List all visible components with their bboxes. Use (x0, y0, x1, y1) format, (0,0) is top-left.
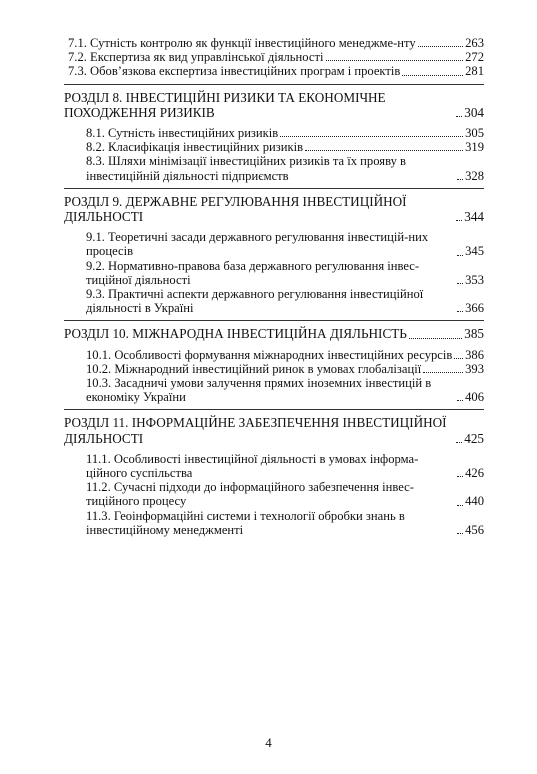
toc-entry-title: 9.3. Практичні аспекти державного регулювання інвестиційної діяльності в Україні (86, 287, 424, 316)
dot-leader (456, 442, 462, 443)
page-number: 4 (265, 735, 272, 750)
dot-leader (457, 400, 463, 401)
toc-subsection-entry (64, 259, 484, 287)
toc-page-number: 328 (465, 168, 484, 183)
toc-page-number: 304 (464, 104, 484, 120)
toc-subsection-entry (64, 50, 484, 64)
toc-page-number: 353 (465, 272, 484, 287)
dot-leader (305, 150, 463, 151)
toc-page-number: 440 (465, 494, 484, 509)
toc-page-number: 385 (464, 326, 484, 342)
toc-chapter-entry (64, 326, 484, 341)
toc-page-number: 425 (464, 430, 484, 446)
toc-entry-title: РОЗДІЛ 11. ІНФОРМАЦІЙНЕ ЗАБЕЗПЕЧЕННЯ ІНВЕСТИЦІЙНОЇ ДІЯЛЬНОСТІ (64, 415, 447, 446)
dot-leader (457, 533, 463, 534)
toc-entry-title: 8.1. Сутність інвестиційних ризиків (86, 126, 279, 141)
toc-page-number: 344 (464, 209, 484, 225)
toc-entry-title: РОЗДІЛ 9. ДЕРЖАВНЕ РЕГУЛЮВАННЯ ІНВЕСТИЦІЙНОЇ ДІЯЛЬНОСТІ (64, 193, 407, 225)
toc-page-number: 386 (465, 347, 484, 362)
toc-subsection-entry (64, 452, 484, 480)
toc-entry-title: 7.2. Експертиза як вид управлінської діяльності (68, 50, 324, 65)
toc-entry-title: 8.3. Шляхи мінімізації інвестиційних ризиків та їх прояву в інвестиційній діяльності підприємств (86, 154, 406, 183)
toc-entry-title: 7.3. Обов’язкова експертиза інвестиційних програм і проектів (68, 64, 401, 79)
dot-leader (423, 372, 463, 373)
section-divider (64, 409, 484, 410)
dot-leader (454, 358, 463, 359)
toc-entry-title: 9.2. Нормативно-правова база державного регулювання інвес-тиційної діяльності (86, 258, 420, 287)
toc-subsection-entry (64, 348, 484, 362)
toc-entry-title: 11.1. Особливості інвестиційної діяльності в умовах інформа-ційного суспільства (86, 451, 419, 481)
toc-chapter-entry (64, 415, 484, 445)
toc-subsection-entry (64, 230, 484, 258)
dot-leader (280, 136, 463, 137)
section-divider (64, 84, 484, 85)
dot-leader (326, 60, 464, 61)
toc-entry-title: 11.2. Сучасні підходи до інформаційного забезпечення інвес-тиційного процесу (86, 480, 414, 509)
section-divider (64, 320, 484, 321)
toc-chapter-entry (64, 194, 484, 224)
dot-leader (457, 179, 463, 180)
toc-page-number: 281 (465, 64, 484, 79)
dot-leader (456, 116, 462, 117)
toc-page-number: 456 (465, 522, 484, 537)
toc-page-number: 426 (465, 466, 484, 481)
toc-entry-title: РОЗДІЛ 8. ІНВЕСТИЦІЙНІ РИЗИКИ ТА ЕКОНОМІЧНЕ ПОХОДЖЕННЯ РИЗИКІВ (64, 89, 386, 120)
toc-entry-title: 7.1. Сутність контролю як функції інвестиційного менеджме-нту (68, 36, 416, 50)
dot-leader (457, 255, 463, 256)
toc-entry-title: 10.3. Засадничі умови залучення прямих іноземних інвестицій в економіку України (86, 376, 432, 405)
dot-leader (409, 338, 462, 339)
toc-subsection-entry (64, 287, 484, 315)
table-of-contents (64, 36, 484, 537)
toc-subsection-entry (64, 480, 484, 508)
dot-leader (456, 220, 462, 221)
dot-leader (418, 46, 463, 47)
dot-leader (457, 505, 463, 506)
toc-page-number: 305 (465, 126, 484, 141)
toc-subsection-entry (64, 64, 484, 78)
toc-page-number: 319 (465, 140, 484, 155)
toc-subsection-entry (64, 140, 484, 154)
toc-entry-title: РОЗДІЛ 10. МІЖНАРОДНА ІНВЕСТИЦІЙНА ДІЯЛЬНІСТЬ (64, 326, 407, 342)
dot-leader (457, 311, 463, 312)
toc-page-number: 366 (465, 301, 484, 316)
toc-entry-title: 10.1. Особливості формування міжнародних інвестиційних ресурсів (86, 347, 453, 362)
toc-subsection-entry (64, 362, 484, 376)
dot-leader (402, 75, 463, 76)
toc-chapter-entry (64, 90, 484, 120)
dot-leader (457, 283, 463, 284)
toc-entry-title: 8.2. Класифікація інвестиційних ризиків (86, 140, 304, 155)
toc-entry-title: 11.3. Геоінформаційні системи і технології обробки знань в інвестиційному менеджменті (86, 508, 405, 537)
toc-page-number: 345 (465, 244, 484, 259)
toc-subsection-entry (64, 126, 484, 140)
toc-subsection-entry (64, 509, 484, 537)
section-divider (64, 188, 484, 189)
toc-subsection-entry (64, 154, 484, 182)
toc-page-number: 393 (465, 361, 484, 376)
toc-subsection-entry (64, 376, 484, 404)
toc-page-number: 272 (465, 50, 484, 65)
toc-entry-title: 10.2. Міжнародний інвестиційний ринок в умовах глобалізації (86, 361, 422, 376)
toc-page-number: 263 (465, 36, 484, 50)
toc-subsection-entry (64, 36, 484, 50)
toc-entry-title: 9.1. Теоретичні засади державного регулювання інвестицій-них процесів (86, 230, 429, 259)
dot-leader (457, 476, 463, 477)
toc-page-number: 406 (465, 390, 484, 405)
